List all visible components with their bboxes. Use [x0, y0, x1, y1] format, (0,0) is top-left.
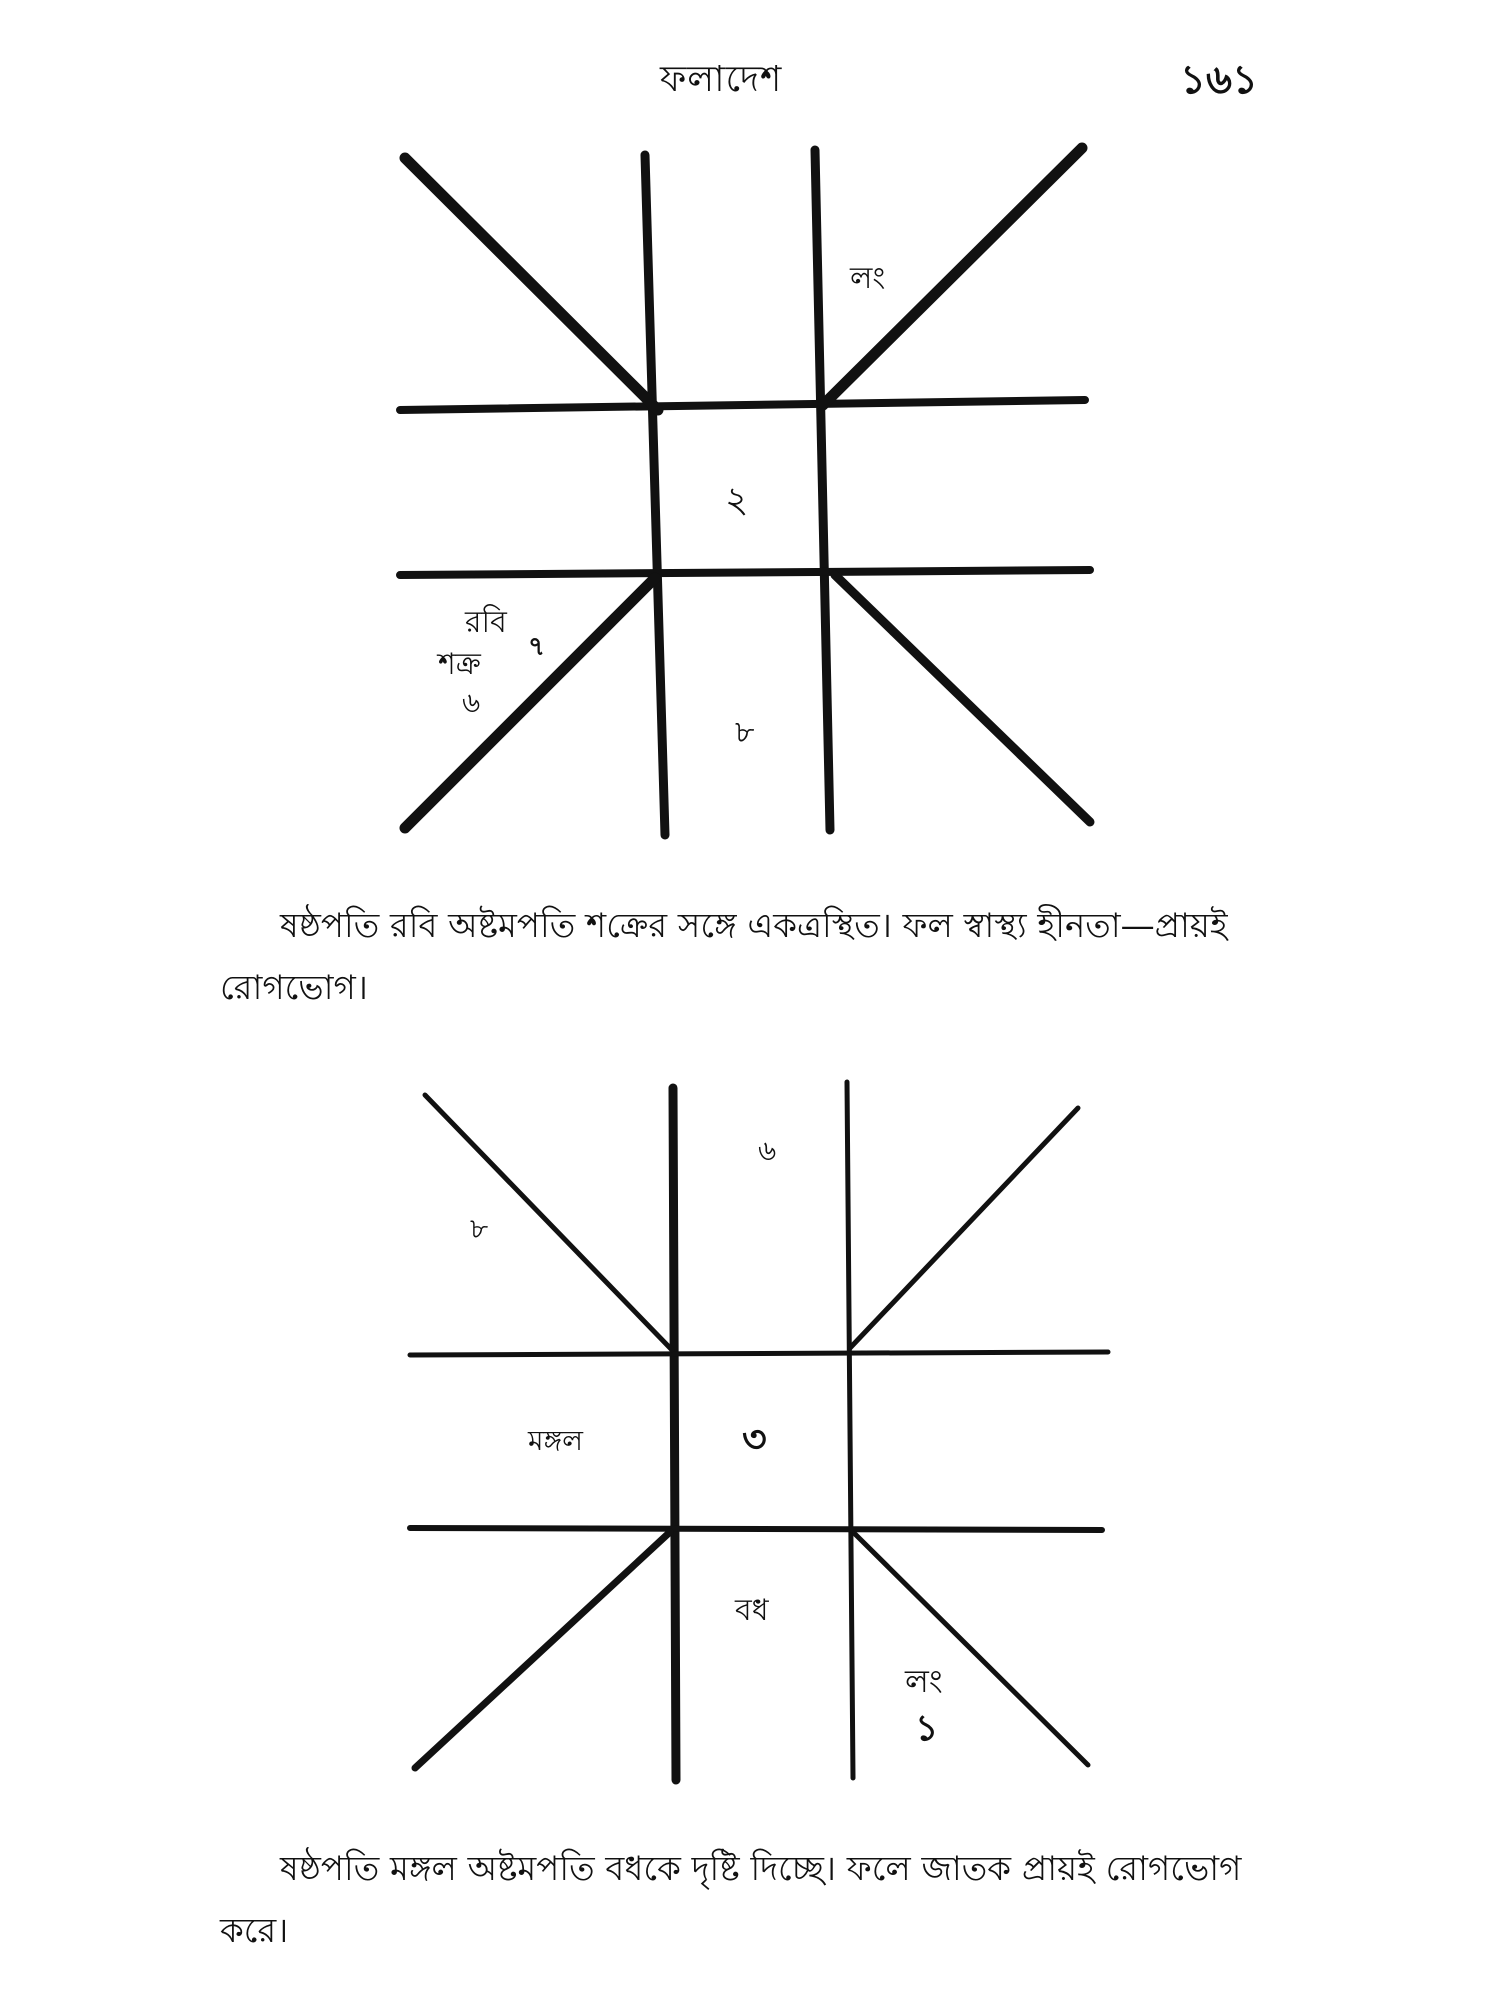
chart2-diagonal-bottom-right: [855, 1534, 1088, 1765]
chart1-diagonal-bottom-left: [405, 578, 655, 828]
chart2-vertical-right: [847, 1082, 853, 1778]
chart2-diagonal-top-left: [425, 1095, 672, 1350]
chart2-label-one: ১: [915, 1707, 939, 1749]
page-header-title: ফলাদেশ: [660, 59, 783, 100]
chart1-diagonal-bottom-right: [835, 575, 1090, 822]
chart2-label-center: ৩: [742, 1416, 767, 1461]
page-number: ১৬১: [1180, 56, 1258, 103]
chart1-vertical-right: [815, 150, 830, 830]
horoscope-chart-2: [410, 1082, 1108, 1780]
chart2-label-top: ৬: [758, 1134, 777, 1167]
chart1-horizontal-top: [400, 400, 1085, 410]
chart1-label-lagna: লং: [850, 261, 886, 296]
chart2-label-lagna: লং: [905, 1662, 943, 1700]
chart1-label-six: ৬: [462, 686, 481, 719]
chart2-label-budh: ব‌ধ: [735, 1593, 769, 1628]
chart1-horizontal-bottom: [400, 570, 1090, 575]
chart2-label-mangal: মঙ্গল: [528, 1424, 583, 1457]
chart1-label-robi: রবি: [465, 605, 507, 640]
chart2-horizontal-top: [410, 1352, 1108, 1355]
chart2-label-top-left: ৮: [470, 1212, 489, 1245]
chart2-diagonal-top-right: [850, 1108, 1078, 1348]
chart1-vertical-left: [645, 155, 665, 835]
chart2-caption: ষষ্ঠপতি মঙ্গল অষ্টমপতি ব‌ধকে দৃষ্টি দিচ্ছে। ফলে জাতক প্রায়ই রোগভোগ করে।: [220, 1849, 1242, 1951]
chart1-diagonal-top-left: [405, 158, 658, 410]
chart1-caption: ষষ্ঠপতি রবি অষ্টমপতি শ‌ক্রের সঙ্গে একত্রস্থিত। ফল স্বাস্থ্য হীনতা—প্রায়ই রোগভোগ।: [220, 906, 1228, 1008]
horoscope-chart-1: [400, 148, 1090, 835]
chart1-label-seven: ৭: [528, 632, 545, 662]
chart1-label-shukra: শ‌ক্র: [438, 647, 481, 682]
chart1-label-bottom: ৮: [735, 715, 755, 750]
chart2-horizontal-bottom: [410, 1528, 1102, 1530]
chart2-diagonal-bottom-left: [415, 1532, 670, 1768]
chart1-label-center: ২: [725, 480, 749, 521]
chart2-vertical-left: [673, 1088, 676, 1780]
